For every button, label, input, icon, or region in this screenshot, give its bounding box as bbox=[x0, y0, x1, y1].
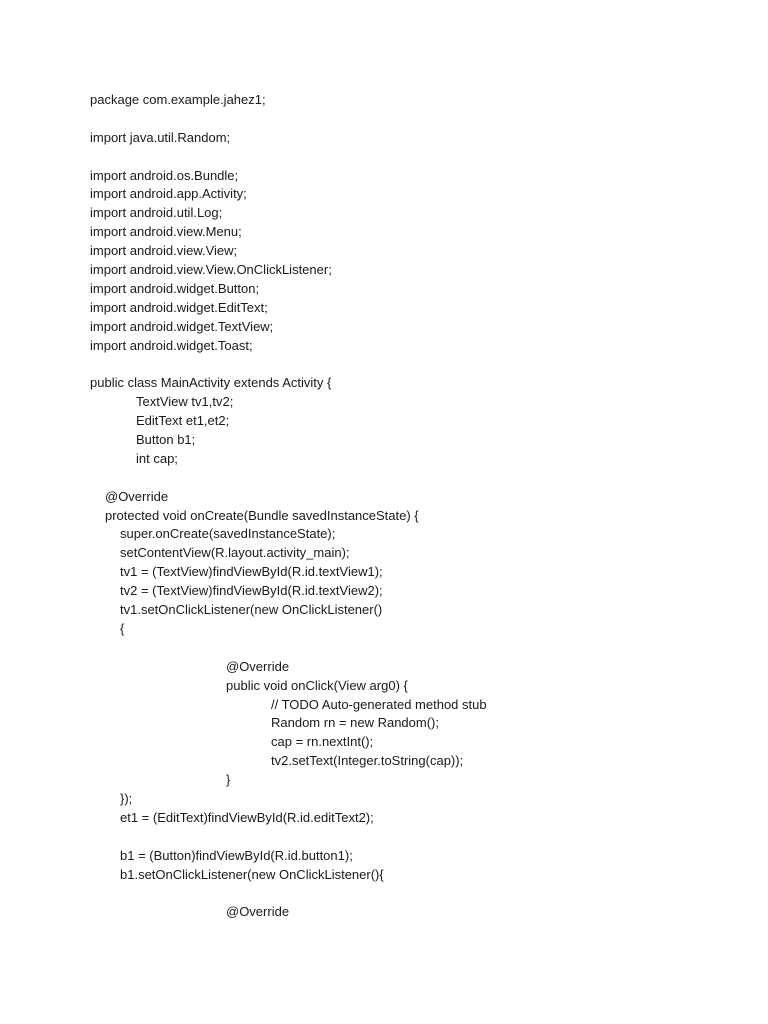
code-line: @Override bbox=[226, 658, 290, 674]
blank-line bbox=[90, 110, 750, 129]
code-line: tv1.setOnClickListener(new OnClickListener() bbox=[120, 602, 383, 618]
blank-line bbox=[90, 469, 750, 488]
code-line: import android.widget.Toast; bbox=[90, 337, 253, 353]
code-line: import android.os.Bundle; bbox=[90, 167, 239, 183]
code-line: Button b1; bbox=[136, 432, 196, 448]
blank-line bbox=[90, 828, 750, 847]
code-line: import android.util.Log; bbox=[90, 205, 223, 221]
code-line: import android.view.View.OnClickListener; bbox=[90, 262, 332, 278]
code-line: import java.util.Random; bbox=[90, 129, 231, 145]
code-line: { bbox=[120, 620, 125, 636]
code-line: public class MainActivity extends Activity { bbox=[90, 375, 332, 391]
code-line: cap = rn.nextInt(); bbox=[271, 734, 374, 750]
code-listing bbox=[90, 91, 750, 922]
code-line: package com.example.jahez1; bbox=[90, 92, 266, 107]
code-line: tv1 = (TextView)findViewById(R.id.textView1); bbox=[120, 564, 383, 580]
code-line: protected void onCreate(Bundle savedInstanceState) { bbox=[105, 507, 419, 523]
blank-line bbox=[90, 148, 750, 167]
code-line: super.onCreate(savedInstanceState); bbox=[120, 526, 336, 542]
code-line: import android.view.View; bbox=[90, 243, 238, 259]
code-line: import android.widget.EditText; bbox=[90, 299, 268, 315]
code-line: import android.app.Activity; bbox=[90, 186, 247, 202]
code-line: EditText et1,et2; bbox=[136, 413, 230, 429]
blank-line bbox=[90, 639, 750, 658]
blank-line bbox=[90, 355, 750, 374]
code-line: b1.setOnClickListener(new OnClickListener(){ bbox=[120, 866, 384, 882]
code-line: setContentView(R.layout.activity_main); bbox=[120, 545, 350, 561]
code-line: Random rn = new Random(); bbox=[271, 715, 439, 731]
code-line: tv2 = (TextView)findViewById(R.id.textView2); bbox=[120, 583, 383, 599]
blank-line bbox=[90, 884, 750, 903]
code-line: @Override bbox=[105, 488, 169, 504]
code-line: int cap; bbox=[136, 450, 178, 466]
code-line: @Override bbox=[226, 904, 290, 920]
code-line: TextView tv1,tv2; bbox=[136, 394, 234, 410]
code-line: // TODO Auto-generated method stub bbox=[271, 696, 487, 712]
code-line: import android.widget.TextView; bbox=[90, 318, 274, 334]
code-line: tv2.setText(Integer.toString(cap)); bbox=[271, 753, 464, 769]
code-line: } bbox=[226, 772, 231, 788]
code-line: b1 = (Button)findViewById(R.id.button1); bbox=[120, 847, 353, 863]
code-line: import android.widget.Button; bbox=[90, 280, 260, 296]
code-line: et1 = (EditText)findViewById(R.id.editText2); bbox=[120, 809, 374, 825]
code-line: public void onClick(View arg0) { bbox=[226, 677, 408, 693]
code-line: }); bbox=[120, 790, 133, 806]
code-line: import android.view.Menu; bbox=[90, 224, 242, 240]
